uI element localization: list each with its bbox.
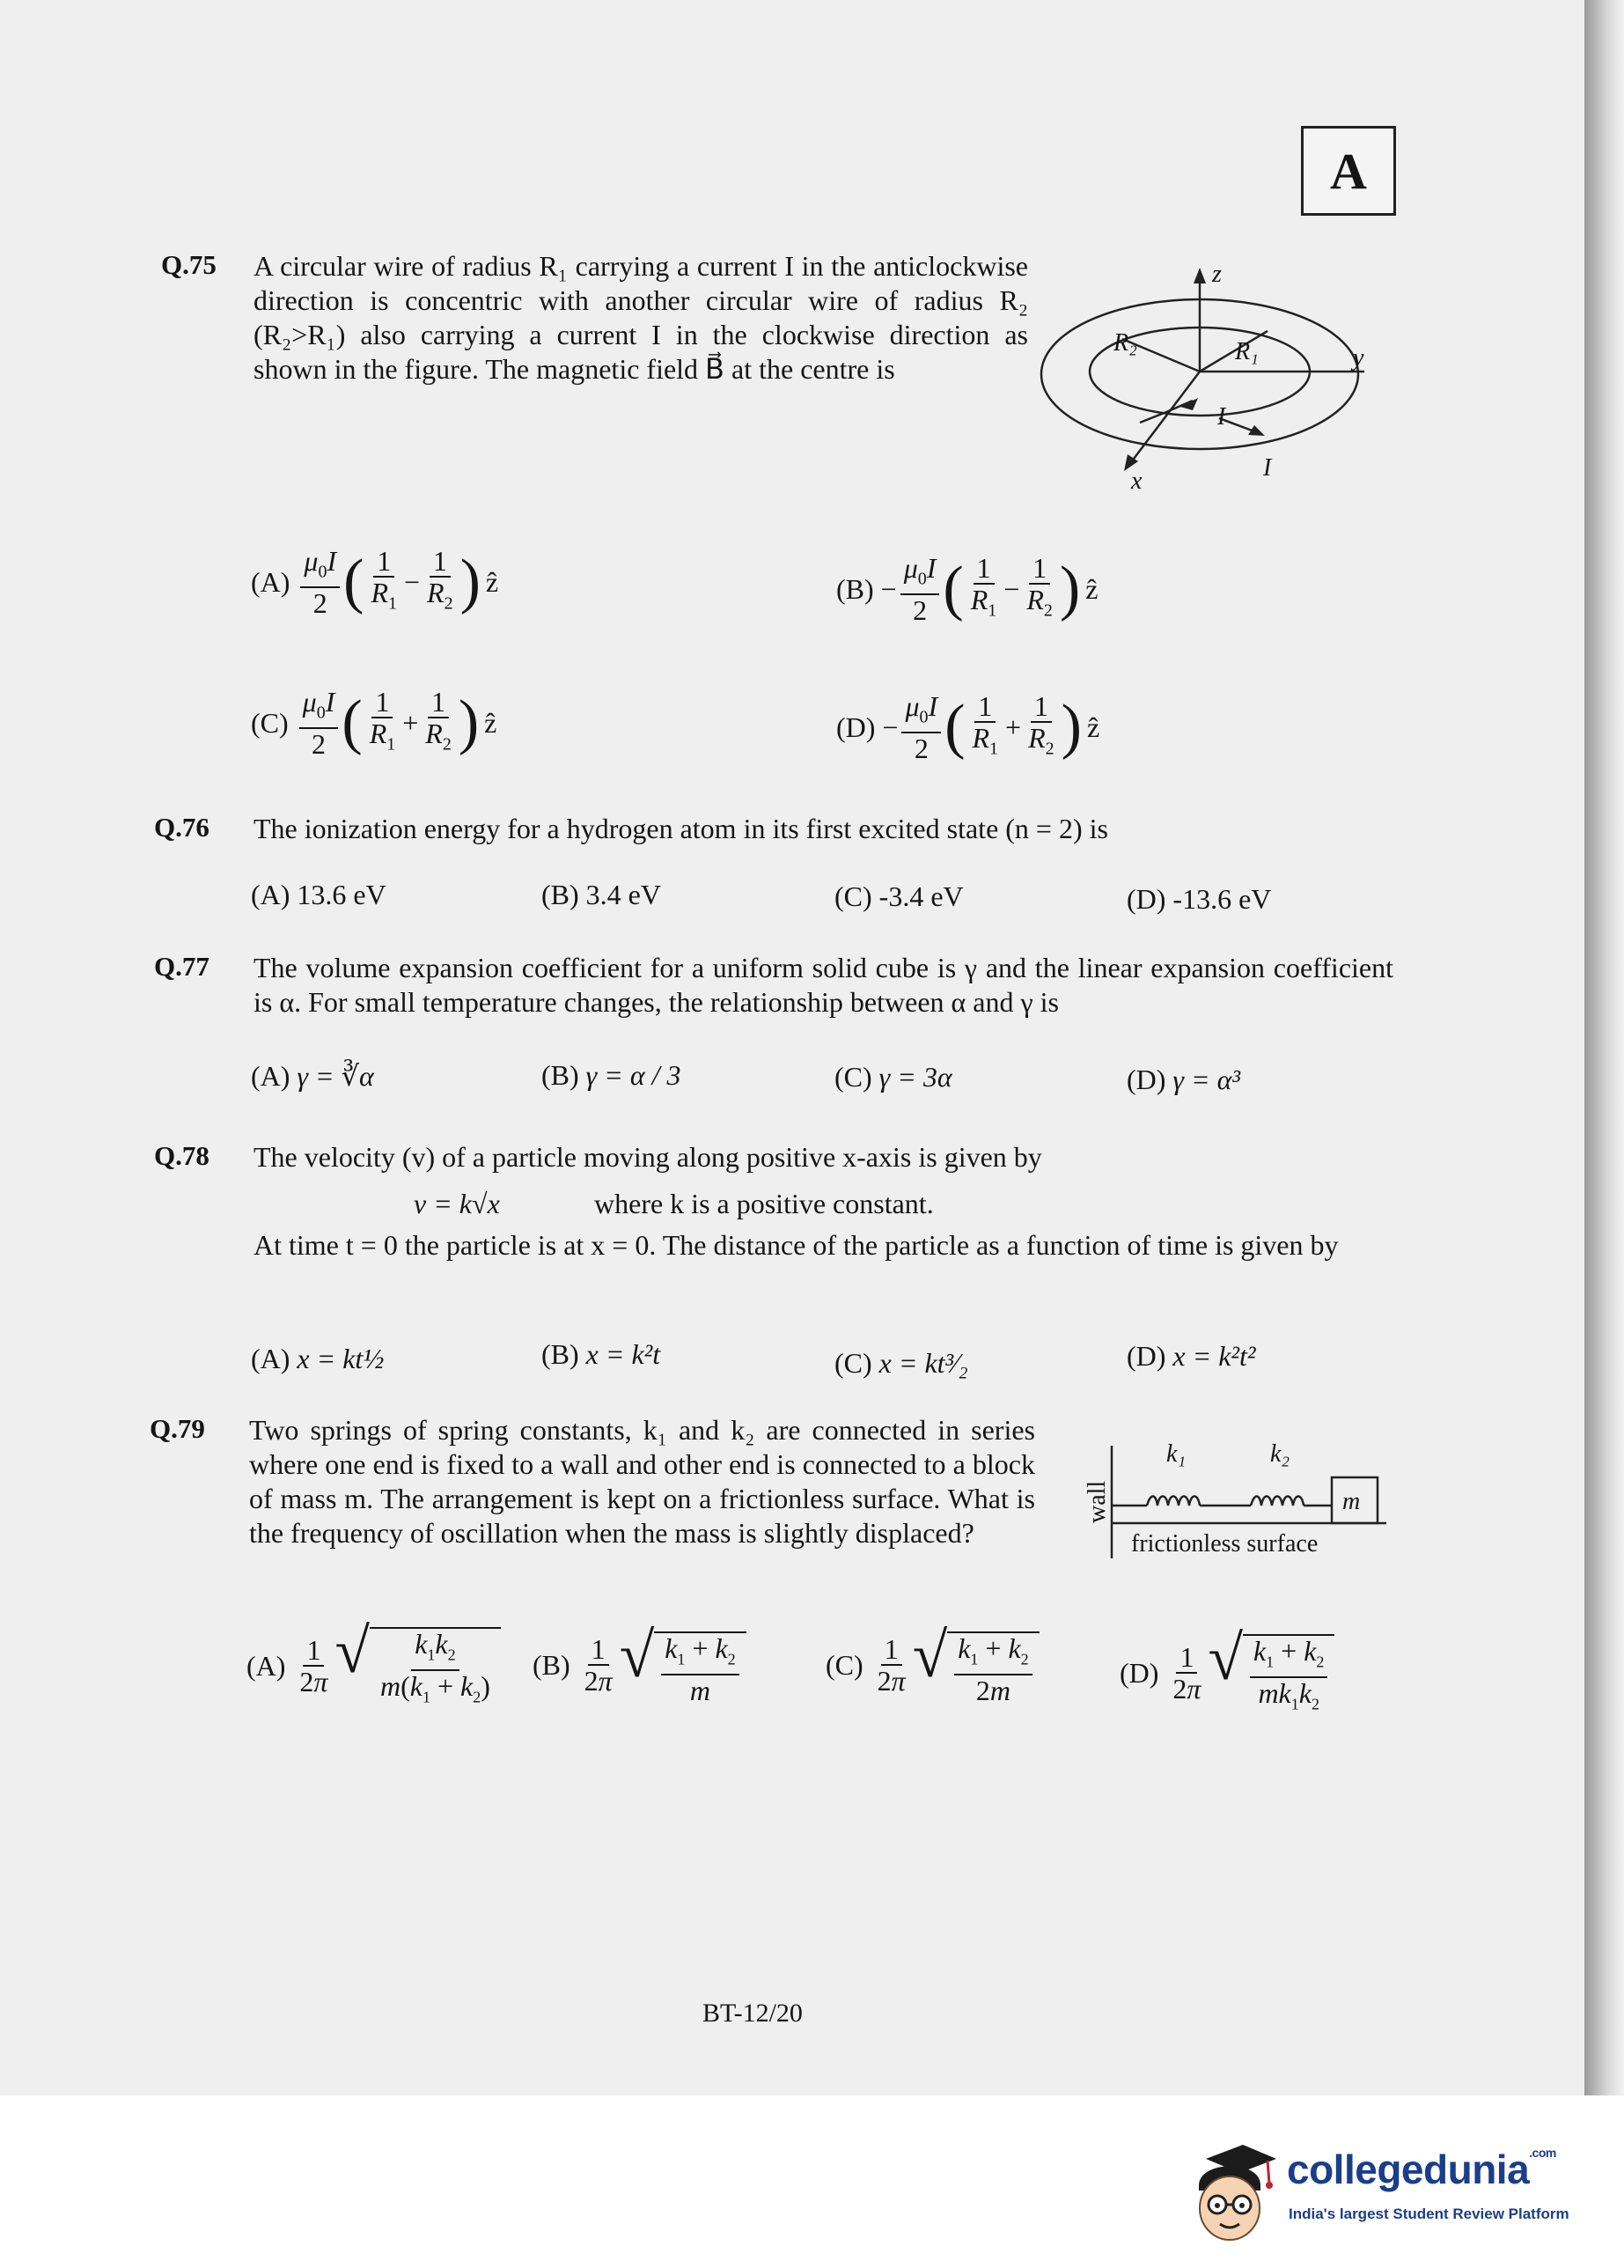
option-label: (A) [251, 565, 290, 598]
option-d [1127, 1340, 1256, 1373]
wall-label: wall [1084, 1480, 1111, 1523]
option-label: (D) [836, 711, 876, 743]
option-label: (A) [251, 1059, 290, 1092]
brand-tagline: India's largest Student Review Platform [1289, 2205, 1569, 2222]
option-text: γ = α / 3 [585, 1059, 681, 1091]
question-text: Two springs of spring constants, k₁ and k₂ are connected in series where one end is fixed to a wall and other end is connected to a block of mass m. The arrangement is kept on a frictionless surface. What is the frequency of oscillation when the mass is slightly displaced? [249, 1414, 1035, 1549]
option-b: (B) − $\frac{\mu_0I}{2}$ ( $\frac{1}{R_1}$ − $\frac{1}{R_2}$ ) ẑ [836, 552, 1099, 627]
option-label: (C) [251, 706, 289, 739]
option-label: (B) [541, 1059, 579, 1091]
option-text: x = k²t² [1172, 1340, 1256, 1372]
option-c [834, 1061, 952, 1094]
option-a: (A) $\frac{1}{2\pi}$ √ $\frac{k_1k_2}{m(k_1 + k_2)}$ [246, 1620, 501, 1712]
option-d: (D) − $\frac{\mu_0I}{2}$ ( $\frac{1}{R_1}$ + $\frac{1}{R_2}$ ) ẑ [836, 690, 1100, 765]
option-c [834, 880, 964, 913]
option-a [251, 879, 386, 911]
option-label: (C) [826, 1648, 863, 1681]
option-label: (D) [1127, 883, 1166, 915]
option-text: x = kt³⁄₂ [878, 1347, 968, 1379]
radius-r2-label: R₂ [1113, 329, 1137, 357]
axis-z-label: z [1212, 261, 1222, 288]
option-c: (C) $\frac{1}{2\pi}$ √ $\frac{k_1 + k_2}{2m}$ [826, 1624, 1040, 1705]
option-b: (B) $\frac{1}{2\pi}$ √ $\frac{k_1 + k_2}{m}$ [533, 1624, 746, 1705]
question-number: Q.77 [154, 951, 209, 982]
brand-name [1287, 2146, 1556, 2193]
radius-r1-label: R₁ [1235, 338, 1259, 365]
option-label: (B) [533, 1648, 570, 1681]
option-text: γ = 3α [878, 1061, 952, 1093]
question-text: The velocity (v) of a particle moving along positive x-axis is given by [254, 1141, 1042, 1173]
option-d: (D) $\frac{1}{2\pi}$ √ $\frac{k_1 + k_2}{mk_1k_2}$ [1120, 1627, 1334, 1719]
option-c [834, 1347, 968, 1380]
brand-suffix: .com [1529, 2146, 1556, 2160]
option-a [251, 1059, 374, 1093]
option-b [541, 1338, 660, 1371]
option-text: x = kt½ [297, 1343, 385, 1374]
k2-label: k₂ [1270, 1440, 1290, 1468]
concentric-loops-figure [1043, 255, 1382, 493]
current-inner-label: I [1217, 403, 1226, 431]
equation-note: where k is a positive constant. [594, 1188, 934, 1219]
option-text: -13.6 eV [1172, 883, 1272, 915]
question-text: The volume expansion coefficient for a uniform solid cube is γ and the linear expansion coefficient is α. For small temperature changes, the relationship between α and γ is [254, 952, 1393, 1018]
option-label: (D) [1127, 1340, 1166, 1372]
question-number: Q.78 [154, 1140, 209, 1171]
option-b [541, 1059, 681, 1092]
question-number: Q.79 [150, 1413, 205, 1444]
k1-label: k₁ [1166, 1440, 1187, 1468]
option-label: (B) [836, 572, 874, 605]
question-number: Q.75 [161, 249, 217, 280]
option-text: 3.4 eV [585, 879, 661, 910]
option-text: 13.6 eV [297, 879, 386, 910]
option-label: (D) [1127, 1064, 1166, 1095]
page-edge-shadow [1584, 0, 1624, 2095]
option-label: (D) [1120, 1656, 1159, 1689]
option-label: (A) [251, 1343, 290, 1374]
question-number: Q.76 [154, 812, 209, 843]
option-text: γ = ∛α [297, 1060, 374, 1092]
axis-y-label: y [1353, 344, 1364, 372]
option-d [1127, 883, 1271, 916]
option-label: (A) [246, 1649, 286, 1682]
option-label: (C) [834, 1061, 872, 1093]
question-text: A circular wire of radius R₁ carrying a current I in the anticlockwise direction is concentric with another circular wire of radius R₂ (R₂>R₁) also carrying a current I in the clockwise direction as shown in the figure. The magnetic field B⃗ at the centre is [254, 250, 1028, 385]
brand-logo [1188, 2135, 1567, 2250]
surface-label: frictionless surface [1131, 1530, 1319, 1557]
option-label: (C) [834, 880, 872, 912]
current-outer-label: I [1263, 454, 1272, 482]
option-c: (C) $\frac{\mu_0I}{2}$ ( $\frac{1}{R_1}$ + $\frac{1}{R_2}$ ) ẑ [251, 686, 497, 761]
option-text: -3.4 eV [878, 880, 964, 912]
velocity-equation: v = k√x [414, 1188, 500, 1219]
option-label: (C) [834, 1347, 872, 1379]
option-label: (A) [251, 879, 290, 910]
option-label: (B) [541, 1338, 579, 1370]
option-a [251, 1343, 384, 1375]
brand-name-text: collegedunia [1287, 2146, 1530, 2192]
page-code: BT-12/20 [702, 1999, 803, 2028]
option-a: (A) $\frac{\mu_0I}{2}$ ( $\frac{1}{R_1}$ − $\frac{1}{R_2}$ ) ẑ [251, 545, 499, 620]
option-d [1127, 1064, 1240, 1096]
mascot-icon [1188, 2139, 1281, 2245]
mass-label: m [1342, 1488, 1361, 1515]
question-text-continued: At time t = 0 the particle is at x = 0. The distance of the particle as a function of time is given by [254, 1229, 1339, 1261]
option-text: γ = α³ [1172, 1064, 1241, 1095]
option-b [541, 879, 661, 911]
answer-set-box [1301, 126, 1396, 216]
spring-mass-figure [1084, 1435, 1391, 1567]
question-text: The ionization energy for a hydrogen atom in its first excited state (n = 2) is [254, 813, 1108, 844]
option-text: x = k²t [585, 1338, 661, 1370]
option-label: (B) [541, 879, 579, 910]
axis-x-label: x [1131, 468, 1143, 495]
answer-set-label: A [1330, 142, 1367, 200]
